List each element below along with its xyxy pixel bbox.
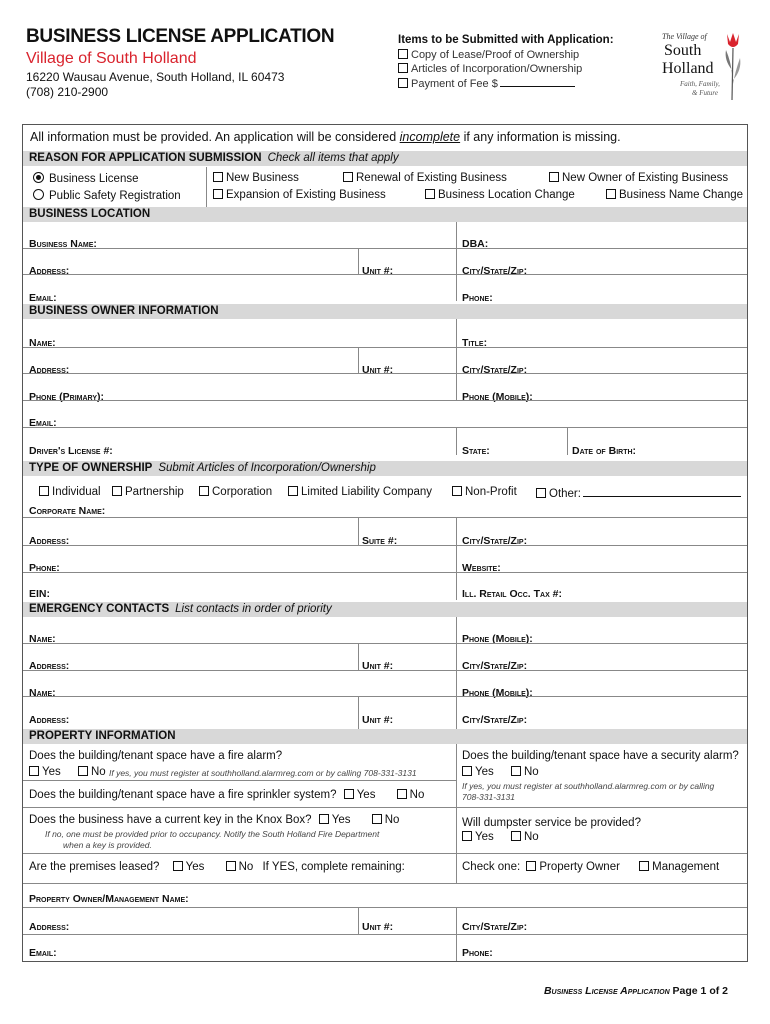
checkbox-icon <box>425 189 435 199</box>
field-emergency-city-2[interactable]: City/State/Zip: <box>462 714 528 726</box>
field-website[interactable]: Website: <box>462 562 501 574</box>
fire-alarm-note: If yes, you must register at southholland.alarmreg.com or by calling 708-331-3131 <box>109 768 417 778</box>
field-emergency-phone-2[interactable]: Phone (Mobile): <box>462 687 533 699</box>
submission-item[interactable]: Copy of Lease/Proof of Ownership <box>398 48 614 62</box>
field-owner-city[interactable]: City/State/Zip: <box>462 364 528 376</box>
checkbox-icon <box>226 861 236 871</box>
field-emergency-address-1[interactable]: Address: <box>29 660 70 672</box>
field-corp-city[interactable]: City/State/Zip: <box>462 535 528 547</box>
field-drivers-license[interactable]: Driver's License #: <box>29 445 113 457</box>
field-phone-primary[interactable]: Phone (Primary): <box>29 391 104 403</box>
section-business-owner: BUSINESS OWNER INFORMATION <box>23 304 747 319</box>
checkbox-icon <box>397 789 407 799</box>
field-phone-mobile[interactable]: Phone (Mobile): <box>462 391 533 403</box>
checkbox-icon <box>173 861 183 871</box>
check-expansion[interactable]: Expansion of Existing Business <box>213 189 386 201</box>
fire-alarm-options[interactable]: Yes No <box>29 766 106 778</box>
submission-item[interactable]: Articles of Incorporation/Ownership <box>398 62 614 76</box>
radio-selected-icon <box>33 172 44 183</box>
checkbox-icon <box>398 78 408 88</box>
field-address[interactable]: Address: <box>29 265 70 277</box>
field-emergency-name-1[interactable]: Name: <box>29 633 56 645</box>
other-field[interactable] <box>583 486 741 497</box>
check-partnership[interactable]: Partnership <box>112 486 184 498</box>
checkbox-icon <box>526 861 536 871</box>
field-suite[interactable]: Suite #: <box>362 535 398 547</box>
field-city-state-zip[interactable]: City/State/Zip: <box>462 265 528 277</box>
dumpster-options[interactable]: Yes No <box>462 831 539 843</box>
leased-row[interactable]: Are the premises leased? Yes No If YES, complete remaining: <box>29 861 405 873</box>
check-llc[interactable]: Limited Liability Company <box>288 486 432 498</box>
field-state[interactable]: State: <box>462 445 490 457</box>
field-property-city[interactable]: City/State/Zip: <box>462 921 528 933</box>
field-owner-name[interactable]: Name: <box>29 337 56 349</box>
field-owner-unit[interactable]: Unit #: <box>362 364 394 376</box>
radio-public-safety[interactable]: Public Safety Registration <box>33 189 181 202</box>
section-property: PROPERTY INFORMATION <box>23 729 747 744</box>
submission-items <box>398 34 614 91</box>
check-one-row[interactable]: Check one: Property Owner Management <box>462 861 720 873</box>
submission-items-heading: Items to be Submitted with Application: <box>398 34 614 46</box>
field-emergency-phone-1[interactable]: Phone (Mobile): <box>462 633 533 645</box>
checkbox-icon <box>536 488 546 498</box>
field-owner-address[interactable]: Address: <box>29 364 70 376</box>
checkbox-icon <box>462 766 472 776</box>
check-location-change[interactable]: Business Location Change <box>425 189 575 201</box>
field-email[interactable]: Email: <box>29 292 57 304</box>
checkbox-icon <box>372 814 382 824</box>
knox-note-1: If no, one must be provided prior to occupancy. Notify the South Holland Fire Department <box>45 829 380 839</box>
checkbox-icon <box>511 831 521 841</box>
check-new-business[interactable]: New Business <box>213 172 299 184</box>
field-property-owner-name[interactable]: Property Owner/Management Name: <box>29 893 189 905</box>
checkbox-icon <box>398 63 408 73</box>
page-footer: Business License Application Page 1 of 2 <box>543 985 728 997</box>
check-non-profit[interactable]: Non-Profit <box>452 486 517 498</box>
knox-row[interactable]: Does the business have a current key in the Knox Box? Yes No <box>29 814 400 826</box>
field-emergency-unit-1[interactable]: Unit #: <box>362 660 394 672</box>
checkbox-icon <box>344 789 354 799</box>
field-corp-address[interactable]: Address: <box>29 535 70 547</box>
checkbox-icon <box>398 49 408 59</box>
section-emergency: EMERGENCY CONTACTS List contacts in order of priority <box>23 602 747 617</box>
checkbox-icon <box>213 172 223 182</box>
check-renewal[interactable]: Renewal of Existing Business <box>343 172 507 184</box>
field-property-email[interactable]: Email: <box>29 947 57 959</box>
village-phone: (708) 210-2900 <box>26 85 109 99</box>
field-dba[interactable]: DBA: <box>462 238 489 250</box>
field-ein[interactable]: EIN: <box>29 588 50 600</box>
checkbox-icon <box>199 486 209 496</box>
checkbox-icon <box>29 766 39 776</box>
village-name: Village of South Holland <box>26 50 197 67</box>
security-alarm-question: Does the building/tenant space have a security alarm? <box>462 750 739 762</box>
field-unit[interactable]: Unit #: <box>362 265 394 277</box>
check-corporation[interactable]: Corporation <box>199 486 272 498</box>
village-logo: The Village of South Holland Faith, Family, & Future <box>660 30 750 102</box>
submission-item[interactable]: Payment of Fee $ <box>398 76 614 91</box>
security-alarm-options[interactable]: Yes No <box>462 766 539 778</box>
field-date-of-birth[interactable]: Date of Birth: <box>572 445 637 457</box>
field-owner-title[interactable]: Title: <box>462 337 488 349</box>
checkbox-icon <box>288 486 298 496</box>
checkbox-icon <box>511 766 521 776</box>
section-business-location: BUSINESS LOCATION <box>23 207 747 222</box>
field-emergency-unit-2[interactable]: Unit #: <box>362 714 394 726</box>
form-title: BUSINESS LICENSE APPLICATION <box>26 26 335 47</box>
checkbox-icon <box>606 189 616 199</box>
divider <box>206 167 207 207</box>
checkbox-icon <box>639 861 649 871</box>
application-form <box>22 124 748 962</box>
field-emergency-address-2[interactable]: Address: <box>29 714 70 726</box>
fee-amount-field[interactable] <box>500 76 575 87</box>
checkbox-icon <box>112 486 122 496</box>
field-property-address[interactable]: Address: <box>29 921 70 933</box>
field-emergency-city-1[interactable]: City/State/Zip: <box>462 660 528 672</box>
checkbox-icon <box>343 172 353 182</box>
checkbox-icon <box>319 814 329 824</box>
checkbox-icon <box>213 189 223 199</box>
section-reason: REASON FOR APPLICATION SUBMISSION Check all items that apply <box>23 151 747 166</box>
field-owner-email[interactable]: Email: <box>29 417 57 429</box>
check-name-change[interactable]: Business Name Change <box>606 189 743 201</box>
section-ownership: TYPE OF OWNERSHIP Submit Articles of Incorporation/Ownership <box>23 461 747 476</box>
checkbox-icon <box>39 486 49 496</box>
field-property-phone[interactable]: Phone: <box>462 947 493 959</box>
security-alarm-note: If yes, you must register at southholland.alarmreg.com or by calling 708-331-3131 <box>462 781 715 802</box>
checkbox-icon <box>462 831 472 841</box>
tulip-icon <box>722 30 744 102</box>
check-individual[interactable]: Individual <box>39 486 101 498</box>
notice: All information must be provided. An application will be considered incomplete if any information is missing. <box>30 130 621 144</box>
field-corporate-name[interactable]: Corporate Name: <box>29 505 106 517</box>
checkbox-icon <box>452 486 462 496</box>
field-emergency-name-2[interactable]: Name: <box>29 687 56 699</box>
field-business-name[interactable]: Business Name: <box>29 238 97 250</box>
field-phone[interactable]: Phone: <box>462 292 493 304</box>
radio-icon <box>33 189 44 200</box>
village-address: 16220 Wausau Avenue, South Holland, IL 60473 <box>26 70 285 84</box>
checkbox-icon <box>549 172 559 182</box>
dumpster-question: Will dumpster service be provided? <box>462 817 641 829</box>
field-corp-phone[interactable]: Phone: <box>29 562 60 574</box>
check-other[interactable]: Other: <box>536 486 741 500</box>
knox-note-2: when a key is provided. <box>63 840 152 850</box>
field-property-unit[interactable]: Unit #: <box>362 921 394 933</box>
check-new-owner[interactable]: New Owner of Existing Business <box>549 172 728 184</box>
checkbox-icon <box>78 766 88 776</box>
field-retail-tax[interactable]: Ill. Retail Occ. Tax #: <box>462 588 563 600</box>
fire-alarm-question: Does the building/tenant space have a fire alarm? <box>29 750 283 762</box>
radio-business-license[interactable]: Business License <box>33 172 139 185</box>
sprinkler-row[interactable]: Does the building/tenant space have a fire sprinkler system? Yes No <box>29 789 425 801</box>
